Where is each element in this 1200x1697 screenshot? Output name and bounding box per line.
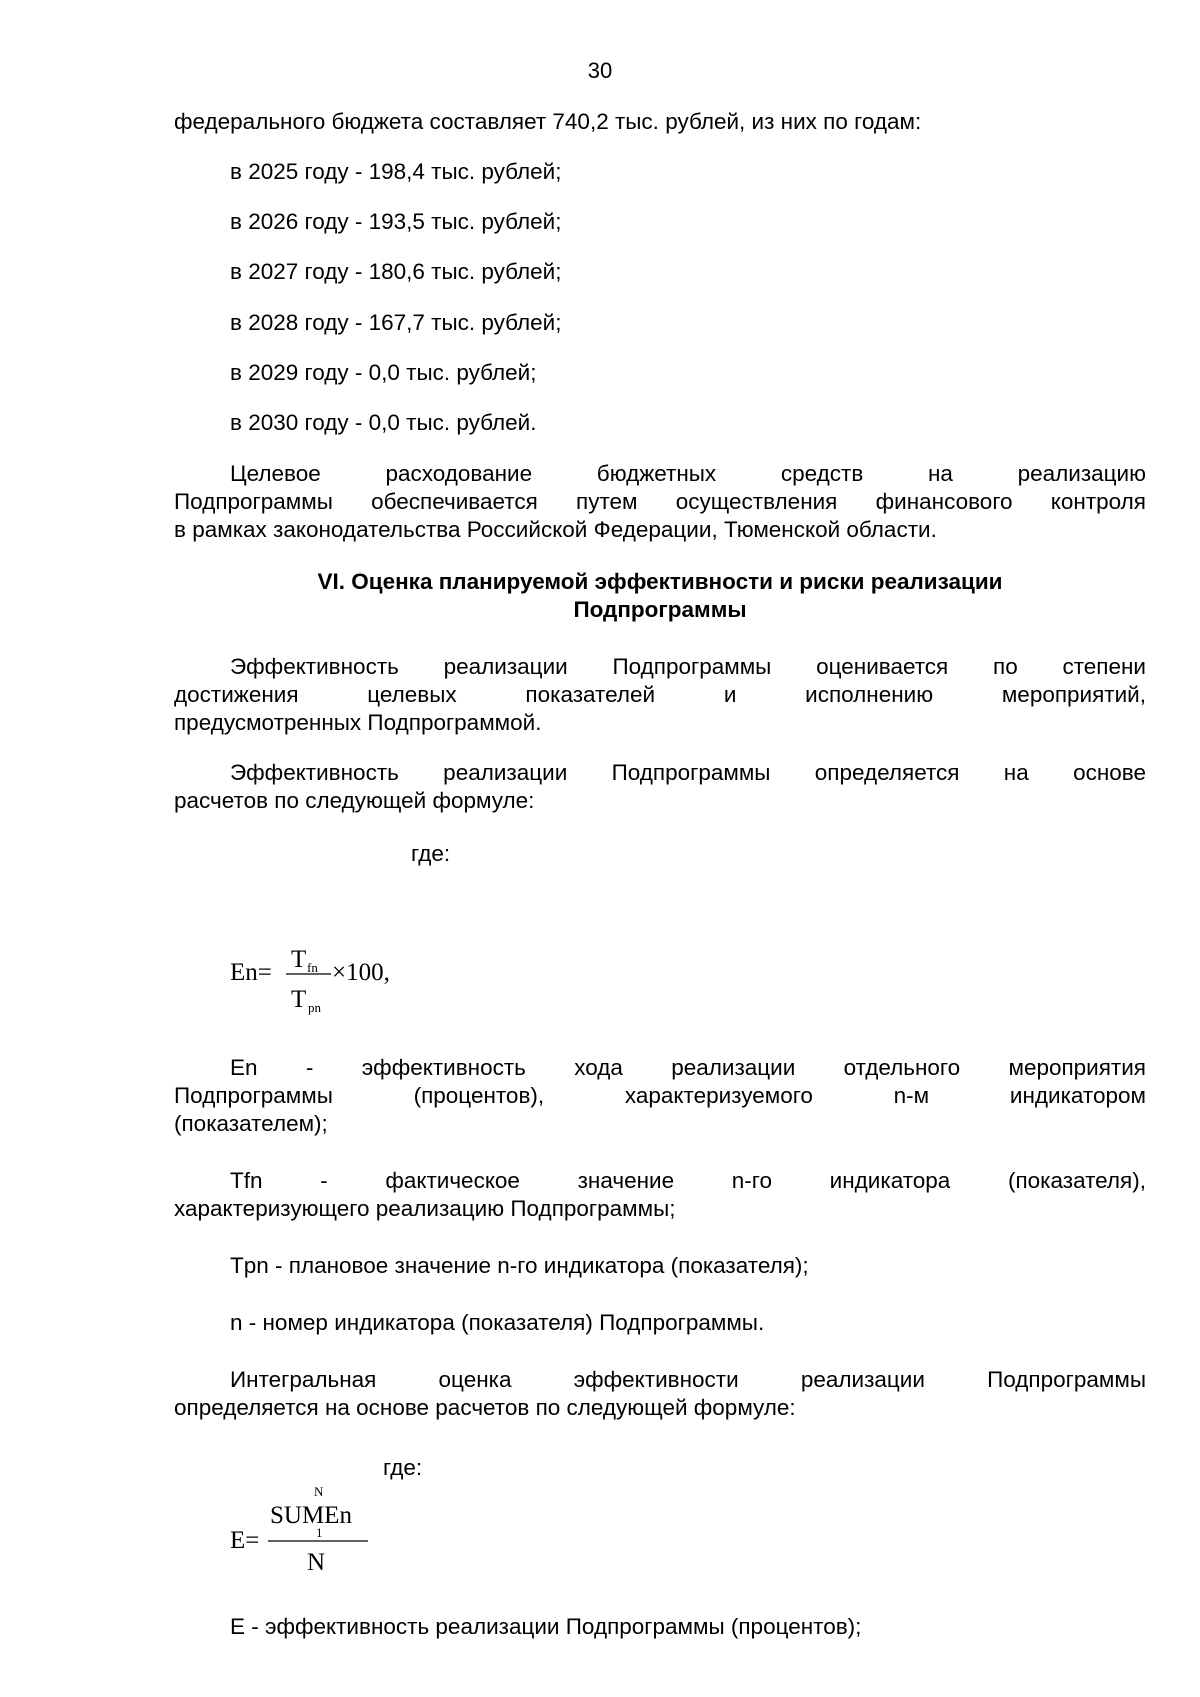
formula-numerator-subscript: fn [307,960,318,975]
definition-en: Подпрограммы (процентов), характеризуемого n-м индикатором [174,1083,1146,1108]
sum-upper-limit: N [314,1484,324,1499]
year-item: в 2026 году - 193,5 тыс. рублей; [230,209,562,234]
year-item: в 2030 году - 0,0 тыс. рублей. [230,410,537,435]
formula-numerator: T [291,946,307,973]
where-label: где: [383,1455,423,1480]
section-heading: Подпрограммы [573,597,747,622]
formula-numerator: SUMEn [270,1502,352,1529]
effectiveness-paragraph-line: достижения целевых показателей и исполнению мероприятий, [174,682,1146,707]
formula-denominator-subscript: pn [308,1000,321,1015]
formula-tail: ×100, [332,959,390,986]
year-item: в 2027 году - 180,6 тыс. рублей; [230,259,562,284]
definition-n: n - номер индикатора (показателя) Подпрограммы. [230,1310,765,1335]
year-item: в 2029 году - 0,0 тыс. рублей; [230,360,537,385]
effectiveness-paragraph-line: предусмотренных Подпрограммой. [174,710,542,735]
integral-paragraph-line: определяется на основе расчетов по следующей формуле: [174,1395,796,1420]
effectiveness-formula-intro: Эффективность реализации Подпрограммы определяется на основе [230,760,1146,785]
year-item: в 2025 году - 198,4 тыс. рублей; [230,159,562,184]
effectiveness-formula [228,940,428,1022]
formula-lhs: En= [230,959,272,986]
definition-e: E - эффективность реализации Подпрограммы (процентов); [230,1614,862,1639]
effectiveness-paragraph-line: Эффективность реализации Подпрограммы оценивается по степени [230,654,1146,679]
definition-tfn: Tfn - фактическое значение n-го индикатора (показателя), [230,1168,1146,1193]
effectiveness-formula-intro: расчетов по следующей формуле: [174,788,535,813]
definition-en: (показателем); [174,1111,328,1136]
formula-lhs: E= [230,1527,260,1554]
sum-lower-limit: 1 [316,1525,323,1540]
definition-tfn: характеризующего реализацию Подпрограммы; [174,1196,676,1221]
formula-denominator: T [291,986,307,1013]
target-paragraph-line: в рамках законодательства Российской Федерации, Тюменской области. [174,517,937,542]
where-label: где: [411,841,451,866]
integral-formula [228,1478,428,1588]
integral-paragraph-line: Интегральная оценка эффективности реализации Подпрограммы [230,1367,1146,1392]
definition-tpn: Tpn - плановое значение n-го индикатора (показателя); [230,1253,809,1278]
year-item: в 2028 году - 167,7 тыс. рублей; [230,310,562,335]
target-paragraph-line: Целевое расходование бюджетных средств на реализацию [230,461,1146,486]
target-paragraph-line: Подпрограммы обеспечивается путем осуществления финансового контроля [174,489,1146,514]
section-heading: VI. Оценка планируемой эффективности и риски реализации [317,569,1003,594]
definition-en: En - эффективность хода реализации отдельного мероприятия [230,1055,1146,1080]
page-number: 30 [587,58,613,83]
formula-denominator: N [307,1549,326,1576]
budget-paragraph: федерального бюджета составляет 740,2 тыс. рублей, из них по годам: [174,109,922,134]
